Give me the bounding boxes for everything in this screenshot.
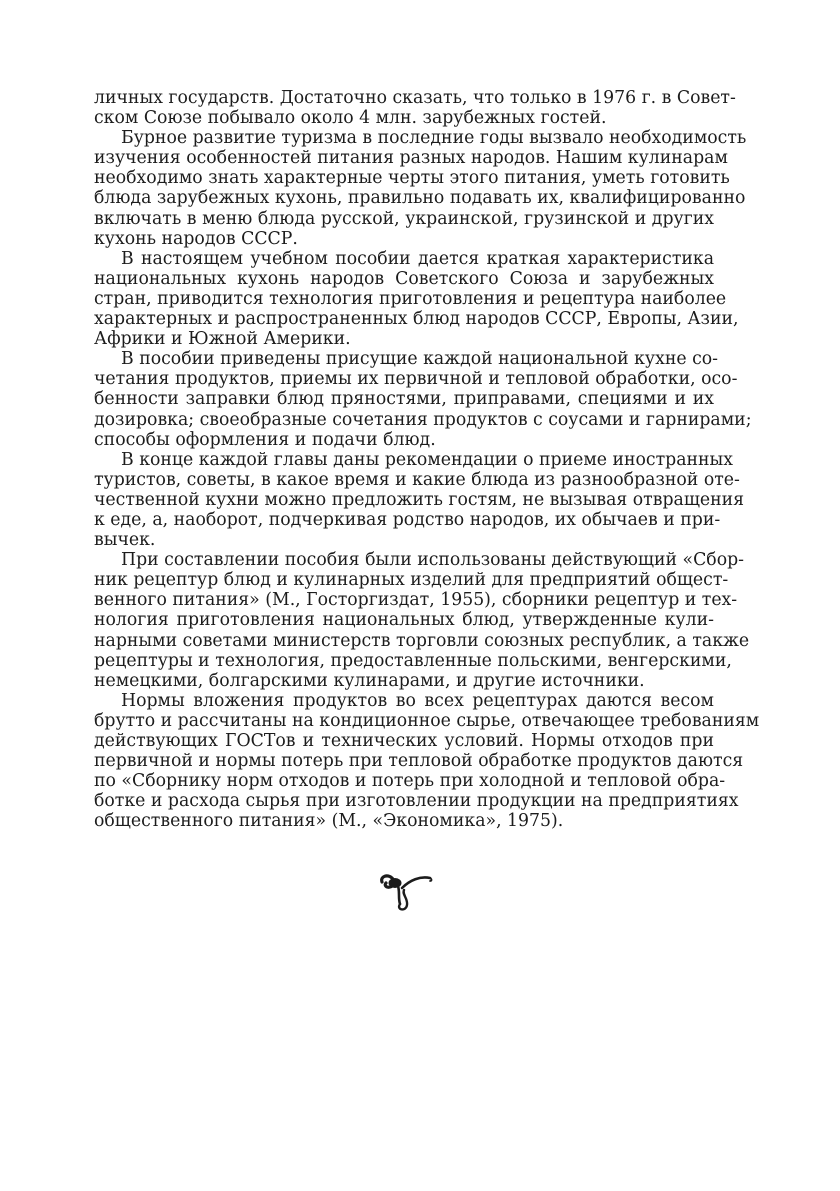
text-line: Нормы вложения продуктов во всех рецептурах даются весом bbox=[121, 690, 714, 711]
text-line: В пособии приведены присущие каждой национальной кухне со- bbox=[121, 349, 718, 370]
text-line: чественной кухни можно предложить гостям, не вызывая отвращения bbox=[94, 489, 745, 510]
text-line: бенности заправки блюд пряностями, приправами, специями и их bbox=[94, 389, 714, 410]
text-line: Африки и Южной Америки. bbox=[94, 329, 351, 350]
text-line: необходимо знать характерные черты этого питания, уметь готовить bbox=[94, 168, 730, 189]
paragraph bbox=[94, 550, 750, 691]
text-line: рецептуры и технология, предоставленные польскими, венгерскими, bbox=[94, 650, 732, 671]
text-line: четания продуктов, приемы их первичной и тепловой обработки, осо- bbox=[94, 369, 738, 390]
text-line: национальных кухонь народов Советского Союза и зарубежных bbox=[94, 268, 714, 289]
fleuron-icon bbox=[376, 868, 436, 912]
text-line: В конце каждой главы даны рекомендации о приеме иностранных bbox=[121, 449, 734, 470]
body-text bbox=[94, 88, 760, 832]
text-line: туристов, советы, в какое время и какие блюда из разнообразной оте- bbox=[94, 469, 740, 490]
text-line: кухонь народов СССР. bbox=[94, 228, 298, 249]
text-line: При составлении пособия были использованы действующий «Сбор- bbox=[121, 550, 745, 571]
text-line: брутто и рассчитаны на кондиционное сырье, отвечающее требованиям bbox=[94, 710, 760, 731]
text-line: личных государств. Достаточно сказать, что только в 1976 г. в Совет- bbox=[94, 88, 736, 108]
text-line: стран, приводится технология приготовления и рецептура наиболее bbox=[94, 288, 727, 309]
text-line: нарными советами министерств торговли союзных республик, а также bbox=[94, 630, 750, 651]
text-line: Бурное развитие туризма в последние годы вызвало необходимость bbox=[121, 128, 747, 149]
paragraph bbox=[94, 690, 760, 832]
text-line: блюда зарубежных кухонь, правильно подавать их, квалифицированно bbox=[94, 188, 746, 209]
text-line: первичной и нормы потерь при тепловой обработке продуктов даются bbox=[94, 751, 744, 772]
paragraph bbox=[94, 248, 739, 350]
text-line: В настоящем учебном пособии дается краткая характеристика bbox=[121, 248, 714, 269]
text-line: немецкими, болгарскими кулинарами, и другие источники. bbox=[94, 670, 645, 691]
paragraph bbox=[94, 349, 752, 450]
text-line: ском Союзе побывало около 4 млн. зарубежных гостей. bbox=[94, 108, 607, 129]
text-line: ботке и расхода сырья при изготовлении продукции на предприятиях bbox=[94, 791, 739, 812]
text-line: ник рецептур блюд и кулинарных изделий для предприятий общест- bbox=[94, 570, 729, 591]
text-line: к еде, а, наоборот, подчеркивая родство народов, их обычаев и при- bbox=[94, 509, 721, 530]
text-line: способы оформления и подачи блюд. bbox=[94, 429, 436, 450]
text-line: общественного питания» (М., «Экономика», 1975). bbox=[94, 811, 564, 832]
text-line: действующих ГОСТов и технических условий. Нормы отходов при bbox=[94, 731, 714, 751]
text-line: по «Сборнику норм отходов и потерь при холодной и тепловой обра- bbox=[94, 771, 726, 792]
paragraph bbox=[94, 88, 736, 129]
text-line: характерных и распространенных блюд народов СССР, Европы, Азии, bbox=[94, 309, 739, 330]
text-line: нология приготовления национальных блюд, утвержденные кули- bbox=[94, 610, 714, 631]
text-line: включать в меню блюда русской, украинской, грузинской и других bbox=[94, 208, 714, 229]
text-line: венного питания» (М., Госторгиздат, 1955), сборники рецептур и тех- bbox=[94, 590, 738, 611]
text-line: дозировка; своеобразные сочетания продуктов с соусами и гарнирами; bbox=[94, 409, 752, 430]
text-line: изучения особенностей питания разных народов. Нашим кулинарам bbox=[94, 148, 728, 169]
text-line: вычек. bbox=[94, 530, 156, 551]
paragraph bbox=[94, 128, 747, 249]
paragraph bbox=[94, 449, 745, 551]
